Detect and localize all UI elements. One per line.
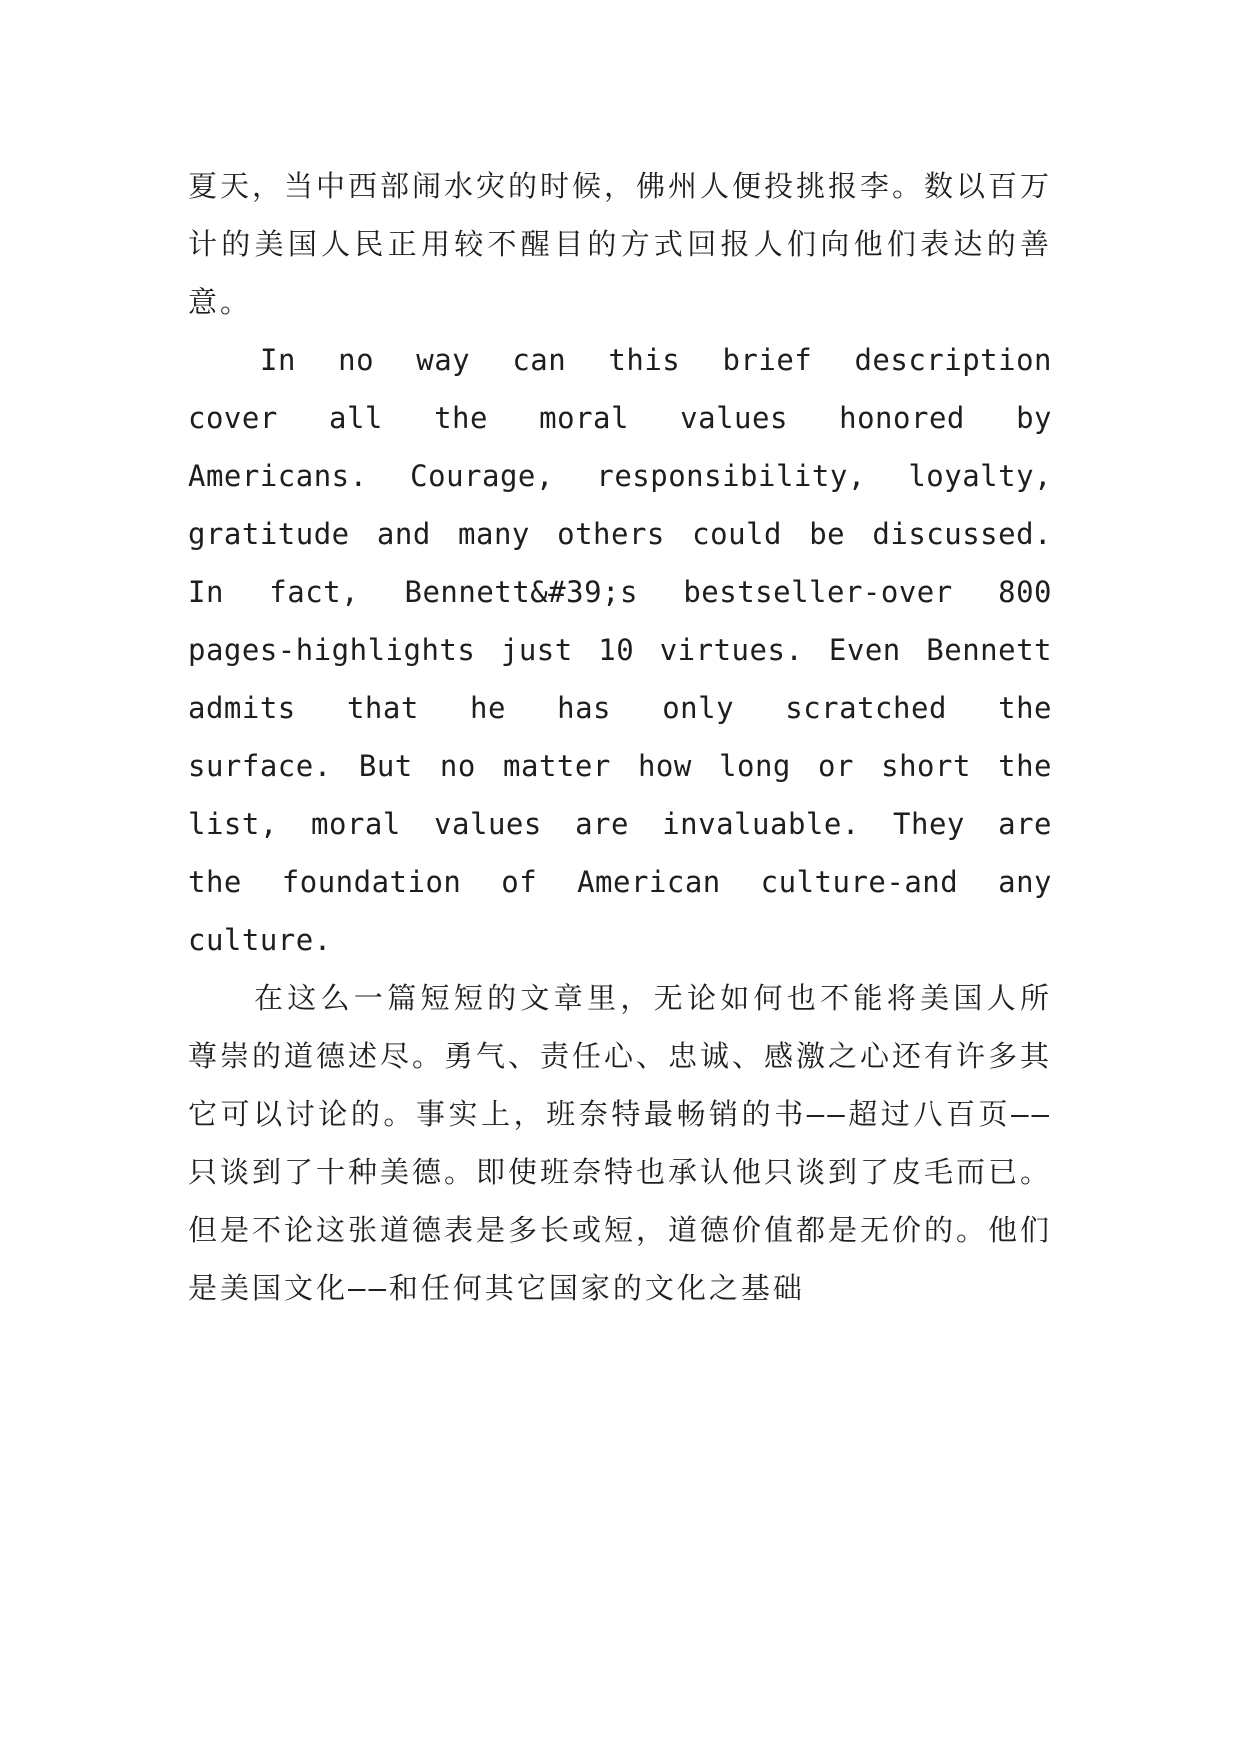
paragraph-english-moral-values: In no way can this brief description cover all the moral values honored by Americans. Courage, responsibility, loyalty, gratitude and many others could be discussed. In fact, Bennett&#39;s bestseller-over 800 pages-highlights just 10 virtues. Even Bennett admits that he has only scratched the surface. But no matter how long or short the list, moral values are invaluable. They are the foundation of American culture-and any culture. [188,343,1052,957]
paragraph-chinese-continuation: 夏天，当中西部闹水灾的时候，佛州人便投挑报李。数以百万计的美国人民正用较不醒目的方式回报人们向他们表达的善意。 [188,169,1053,319]
document-body [188,157,1052,1317]
paragraph-chinese-translation: 在这么一篇短短的文章里，无论如何也不能将美国人所尊崇的道德述尽。勇气、责任心、忠诚、感激之心还有许多其它可以讨论的。事实上，班奈特最畅销的书——超过八百页——只谈到了十种美德。即使班奈特也承认他只谈到了皮毛而已。但是不论这张道德表是多长或短，道德价值都是无价的。他们是美国文化——和任何其它国家的文化之基础 [188,981,1053,1305]
